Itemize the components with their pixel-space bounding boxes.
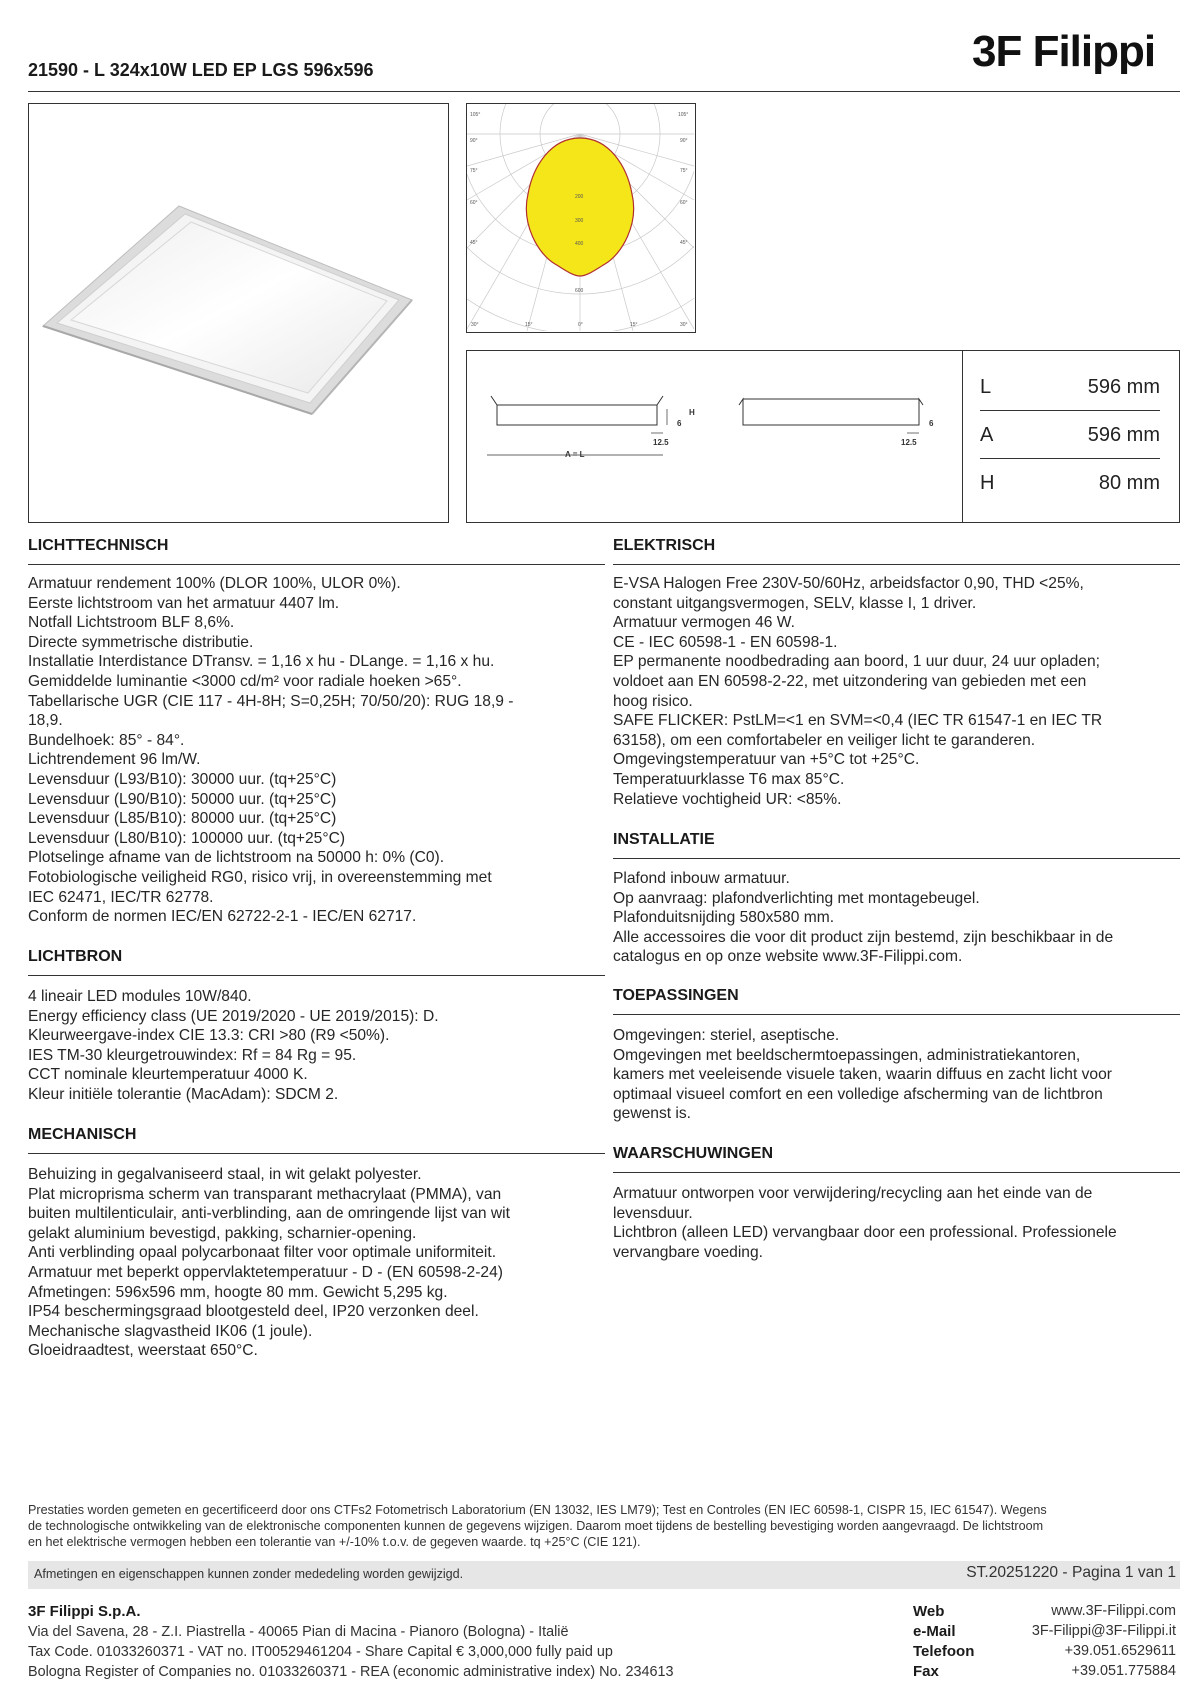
text-line: Plafond inbouw armatuur. bbox=[613, 870, 790, 887]
contact-web-link[interactable]: www.3F-Filippi.com bbox=[1051, 1603, 1176, 1619]
text-line: Installatie Interdistance DTransv. = 1,16 x hu - DLange. = 1,16 x hu. bbox=[28, 653, 495, 671]
text-line: IP54 beschermingsgraad blootgesteld deel, IP20 verzonken deel. bbox=[28, 1303, 479, 1321]
text-line: constant uitgangsvermogen, SELV, klasse I, 1 driver. bbox=[613, 594, 977, 612]
dimension-table-divider bbox=[962, 350, 963, 523]
text-line: Lichtrendement 96 lm/W. bbox=[28, 751, 201, 769]
dim-label-12-5: 12.5 bbox=[653, 438, 669, 447]
text-line: Kleurweergave-index CIE 13.3: CRI >80 (R9 <50%). bbox=[28, 1027, 390, 1045]
section-body-lichtbron bbox=[28, 987, 439, 1105]
page-reference: ST.20251220 - Pagina 1 van 1 bbox=[966, 1564, 1176, 1581]
text-line: vervangbare voeding. bbox=[613, 1243, 763, 1261]
section-title-lichtbron: LICHTBRON bbox=[28, 948, 123, 965]
text-line: Gloeidraadtest, weerstaat 650°C. bbox=[28, 1342, 258, 1360]
company-name: 3F Filippi S.p.A. bbox=[28, 1603, 141, 1620]
text-line: Lichtbron (alleen LED) vervangbaar door een professional. Professionele bbox=[613, 1224, 1117, 1242]
text-line: SAFE FLICKER: PstLM=<1 en SVM=<0,4 (IEC TR 61547-1 en IEC TR bbox=[613, 712, 1103, 730]
polar-label-bottom-1: 15° bbox=[525, 322, 533, 328]
dimension-value: 80 mm bbox=[1098, 472, 1160, 494]
text-line: Plafonduitsnijding 580x580 mm. bbox=[613, 909, 835, 927]
text-line: en het elektrische vermogen hebben een tolerantie van +/-10% t.o.v. de gegeven waarde. tq +25°C (CIE 121). bbox=[28, 1535, 641, 1549]
section-divider bbox=[613, 1172, 1180, 1173]
text-line: Armatuur met beperkt oppervlaktetemperatuur - D - (EN 60598-2-24) bbox=[28, 1263, 503, 1281]
text-line: Armatuur vermogen 46 W. bbox=[613, 614, 796, 632]
header-divider bbox=[28, 91, 1180, 92]
text-line: Fotobiologische veiligheid RG0, risico vrij, in overeenstemming met bbox=[28, 868, 492, 886]
text-line: CCT nominale kleurtemperatuur 4000 K. bbox=[28, 1066, 308, 1084]
text-line: hoog risico. bbox=[613, 692, 693, 710]
dimension-label: H bbox=[980, 472, 995, 494]
contact-label-email: e-Mail bbox=[913, 1623, 956, 1640]
company-address: Via del Savena, 28 - Z.I. Piastrella - 40065 Pian di Macina - Pianoro (Bologna) - Italië bbox=[28, 1624, 569, 1640]
dimension-label: L bbox=[980, 376, 992, 398]
text-line: kamers met veeleisende visuele taken, waarin diffuus en zacht licht voor bbox=[613, 1066, 1112, 1084]
document-title: 21590 - L 324x10W LED EP LGS 596x596 bbox=[28, 60, 374, 80]
text-line: Mechanische slagvastheid IK06 (1 joule). bbox=[28, 1322, 313, 1340]
section-title-elektrisch: ELEKTRISCH bbox=[613, 537, 716, 554]
text-line: Relatieve vochtigheid UR: <85%. bbox=[613, 790, 842, 808]
contact-label-web: Web bbox=[913, 1603, 945, 1620]
dimension-row-h bbox=[980, 462, 1160, 506]
polar-label-bottom-0: 30° bbox=[471, 322, 479, 328]
polar-label-bottom-2: 0° bbox=[578, 322, 583, 328]
text-line: optimaal visueel comfort en een volledige afscherming van de lichtbron bbox=[613, 1085, 1103, 1103]
section-divider bbox=[613, 1014, 1180, 1015]
contact-phone: +39.051.6529611 bbox=[1064, 1643, 1176, 1659]
product-image-frame bbox=[28, 103, 449, 523]
text-line: Notfall Lichtstroom BLF 8,6%. bbox=[28, 614, 235, 632]
section-body-toepassingen bbox=[613, 1026, 1112, 1124]
text-line: CE - IEC 60598-1 - EN 60598-1. bbox=[613, 633, 838, 651]
section-body-installatie bbox=[613, 869, 1113, 967]
text-line: Plotselinge afname van de lichtstroom na 50000 h: 0% (C0). bbox=[28, 849, 445, 867]
profile-side bbox=[739, 399, 923, 425]
dim-label-a-l: A = L bbox=[565, 450, 585, 459]
section-body-waarschuwingen bbox=[613, 1184, 1117, 1262]
logo-text: 3F Filippi bbox=[972, 27, 1156, 74]
dim-label-12-5-side: 12.5 bbox=[901, 438, 917, 447]
section-title-installatie: INSTALLATIE bbox=[613, 831, 715, 848]
section-divider bbox=[613, 858, 1180, 859]
text-line: IEC 62471, IEC/TR 62778. bbox=[28, 888, 214, 906]
footer-notice: Afmetingen en eigenschappen kunnen zonder mededeling worden gewijzigd. bbox=[34, 1567, 464, 1581]
dimension-row-l bbox=[980, 366, 1160, 411]
text-line: Eerste lichtstroom van het armatuur 4407 lm. bbox=[28, 594, 340, 612]
product-image bbox=[29, 104, 447, 521]
text-line: buiten multilenticulair, anti-verblinding, aan de omringende lijst van wit bbox=[28, 1205, 510, 1223]
text-line: 63158), om een comfortabeler en veiliger licht te garanderen. bbox=[613, 731, 1036, 749]
dim-label-6-side: 6 bbox=[929, 419, 934, 428]
text-line: IES TM-30 kleurgetrouwindex: Rf = 84 Rg = 95. bbox=[28, 1046, 357, 1064]
dimension-value: 596 mm bbox=[1087, 376, 1160, 398]
text-line: E-VSA Halogen Free 230V-50/60Hz, arbeidsfactor 0,90, THD <25%, bbox=[613, 575, 1084, 592]
text-line: Energy efficiency class (UE 2019/2020 - UE 2019/2015): D. bbox=[28, 1007, 439, 1025]
section-title-lichttechnisch: LICHTTECHNISCH bbox=[28, 537, 169, 554]
text-line: Behuizing in gegalvaniseerd staal, in wit gelakt polyester. bbox=[28, 1166, 422, 1183]
polar-radial-label-2: 400 bbox=[575, 241, 584, 247]
text-line: Armatuur rendement 100% (DLOR 100%, ULOR 0%). bbox=[28, 575, 401, 592]
dimension-row-a bbox=[980, 414, 1160, 459]
polar-radial-label-1: 300 bbox=[575, 218, 584, 224]
text-line: voldoet aan EN 60598-2-22, met uitzondering van gebieden met een bbox=[613, 672, 1087, 690]
text-line: Plat microprisma scherm van transparant methacrylaat (PMMA), van bbox=[28, 1185, 502, 1203]
section-body-lichttechnisch bbox=[28, 574, 514, 927]
section-divider bbox=[28, 564, 605, 565]
text-line: Levensduur (L80/B10): 100000 uur. (tq+25°C) bbox=[28, 829, 346, 847]
dim-label-h: H bbox=[689, 408, 695, 417]
text-line: gewenst is. bbox=[613, 1105, 692, 1123]
dimension-value: 596 mm bbox=[1087, 424, 1160, 446]
text-line: Tabellarische UGR (CIE 117 - 4H-8H; S=0,25H; 70/50/20): RUG 18,9 - bbox=[28, 692, 514, 710]
text-line: Levensduur (L85/B10): 80000 uur. (tq+25°C) bbox=[28, 810, 337, 828]
polar-label-right-4: 45° bbox=[680, 240, 688, 246]
text-line: Omgevingstemperatuur van +5°C tot +25°C. bbox=[613, 751, 920, 769]
dimension-drawing bbox=[467, 351, 961, 521]
section-divider bbox=[28, 975, 605, 976]
contact-fax: +39.051.775884 bbox=[1071, 1663, 1176, 1679]
text-line: 4 lineair LED modules 10W/840. bbox=[28, 988, 252, 1005]
text-line: Levensduur (L93/B10): 30000 uur. (tq+25°C) bbox=[28, 770, 337, 788]
polar-label-right-0: 105° bbox=[678, 112, 689, 118]
polar-label-right-3: 60° bbox=[680, 200, 688, 206]
text-line: Afmetingen: 596x596 mm, hoogte 80 mm. Gewicht 5,295 kg. bbox=[28, 1283, 448, 1301]
footer-disclaimer bbox=[28, 1502, 1180, 1550]
polar-label-bottom-4: 30° bbox=[680, 322, 688, 328]
text-line: Conform de normen IEC/EN 62722-2-1 - IEC/EN 62717. bbox=[28, 908, 417, 926]
profile-front bbox=[491, 396, 663, 425]
light-distribution-curve bbox=[526, 138, 633, 276]
polar-label-left-0: 105° bbox=[470, 112, 481, 118]
polar-label-left-2: 75° bbox=[470, 168, 478, 174]
polar-radial-label-0: 200 bbox=[575, 194, 584, 200]
section-body-mechanisch bbox=[28, 1165, 510, 1361]
text-line: Prestaties worden gemeten en gecertificeerd door ons CTFs2 Fotometrisch Laboratorium (EN 13032, IES LM79); Test en Controles (EN IEC 60598-1, CISPR 15, IEC 61547). Wegens bbox=[28, 1503, 1047, 1517]
section-title-mechanisch: MECHANISCH bbox=[28, 1126, 137, 1143]
text-line: Armatuur ontworpen voor verwijdering/recycling aan het einde van de bbox=[613, 1185, 1093, 1202]
dimension-label: A bbox=[980, 424, 994, 446]
polar-label-left-4: 45° bbox=[470, 240, 478, 246]
text-line: Omgevingen: steriel, aseptische. bbox=[613, 1027, 840, 1044]
text-line: Temperatuurklasse T6 max 85°C. bbox=[613, 770, 845, 788]
text-line: Op aanvraag: plafondverlichting met montagebeugel. bbox=[613, 889, 980, 907]
polar-label-left-3: 60° bbox=[470, 200, 478, 206]
section-divider bbox=[28, 1153, 605, 1154]
polar-radial-label-3: 600 bbox=[575, 288, 584, 294]
text-line: catalogus en op onze website www.3F-Filippi.com. bbox=[613, 948, 963, 966]
text-line: EP permanente noodbedrading aan boord, 1 uur duur, 24 uur opladen; bbox=[613, 653, 1100, 671]
text-line: Directe symmetrische distributie. bbox=[28, 633, 254, 651]
polar-label-bottom-3: 15° bbox=[630, 322, 638, 328]
text-line: Kleur initiële tolerantie (MacAdam): SDCM 2. bbox=[28, 1085, 339, 1103]
text-line: Bundelhoek: 85° - 84°. bbox=[28, 731, 185, 749]
text-line: Anti verblinding opaal polycarbonaat filter voor optimale uniformiteit. bbox=[28, 1244, 497, 1262]
brand-logo bbox=[972, 26, 1180, 74]
section-title-waarschuwingen: WAARSCHUWINGEN bbox=[613, 1145, 773, 1162]
text-line: Omgevingen met beeldschermtoepassingen, administratiekantoren, bbox=[613, 1046, 1081, 1064]
section-body-elektrisch bbox=[613, 574, 1102, 809]
company-register-info: Bologna Register of Companies no. 01033260371 - REA (economic administrative index) No. 234613 bbox=[28, 1664, 674, 1680]
text-line: 18,9. bbox=[28, 712, 63, 730]
polar-label-left-1: 90° bbox=[470, 138, 478, 144]
section-title-toepassingen: TOEPASSINGEN bbox=[613, 987, 739, 1004]
section-divider bbox=[613, 564, 1180, 565]
text-line: levensduur. bbox=[613, 1204, 693, 1222]
company-tax-info: Tax Code. 01033260371 - VAT no. IT00529461204 - Share Capital € 3,000,000 fully paid up bbox=[28, 1644, 613, 1660]
text-line: gelakt aluminium bevestigd, pakking, scharnier-opening. bbox=[28, 1224, 417, 1242]
dim-label-6: 6 bbox=[677, 419, 682, 428]
photometric-polar-diagram bbox=[466, 103, 696, 333]
polar-diagram-svg bbox=[467, 104, 694, 331]
contact-email-link[interactable]: 3F-Filippi@3F-Filippi.it bbox=[1031, 1623, 1176, 1639]
text-line: Alle accessoires die voor dit product zijn bestemd, zijn beschikbaar in de bbox=[613, 928, 1114, 946]
polar-label-right-2: 75° bbox=[680, 168, 688, 174]
polar-label-right-1: 90° bbox=[680, 138, 688, 144]
contact-label-phone: Telefoon bbox=[913, 1643, 975, 1660]
contact-label-fax: Fax bbox=[913, 1663, 939, 1680]
text-line: de technologische ontwikkeling van de elektronische componenten kunnen de gegevens wijzigen. Daarom moet tijdens de bestelling bevestiging worden aangevraagd. De lichtstroom bbox=[28, 1519, 1044, 1533]
text-line: Gemiddelde luminantie <3000 cd/m² voor radiale hoeken >65°. bbox=[28, 672, 462, 690]
text-line: Levensduur (L90/B10): 50000 uur. (tq+25°C) bbox=[28, 790, 337, 808]
